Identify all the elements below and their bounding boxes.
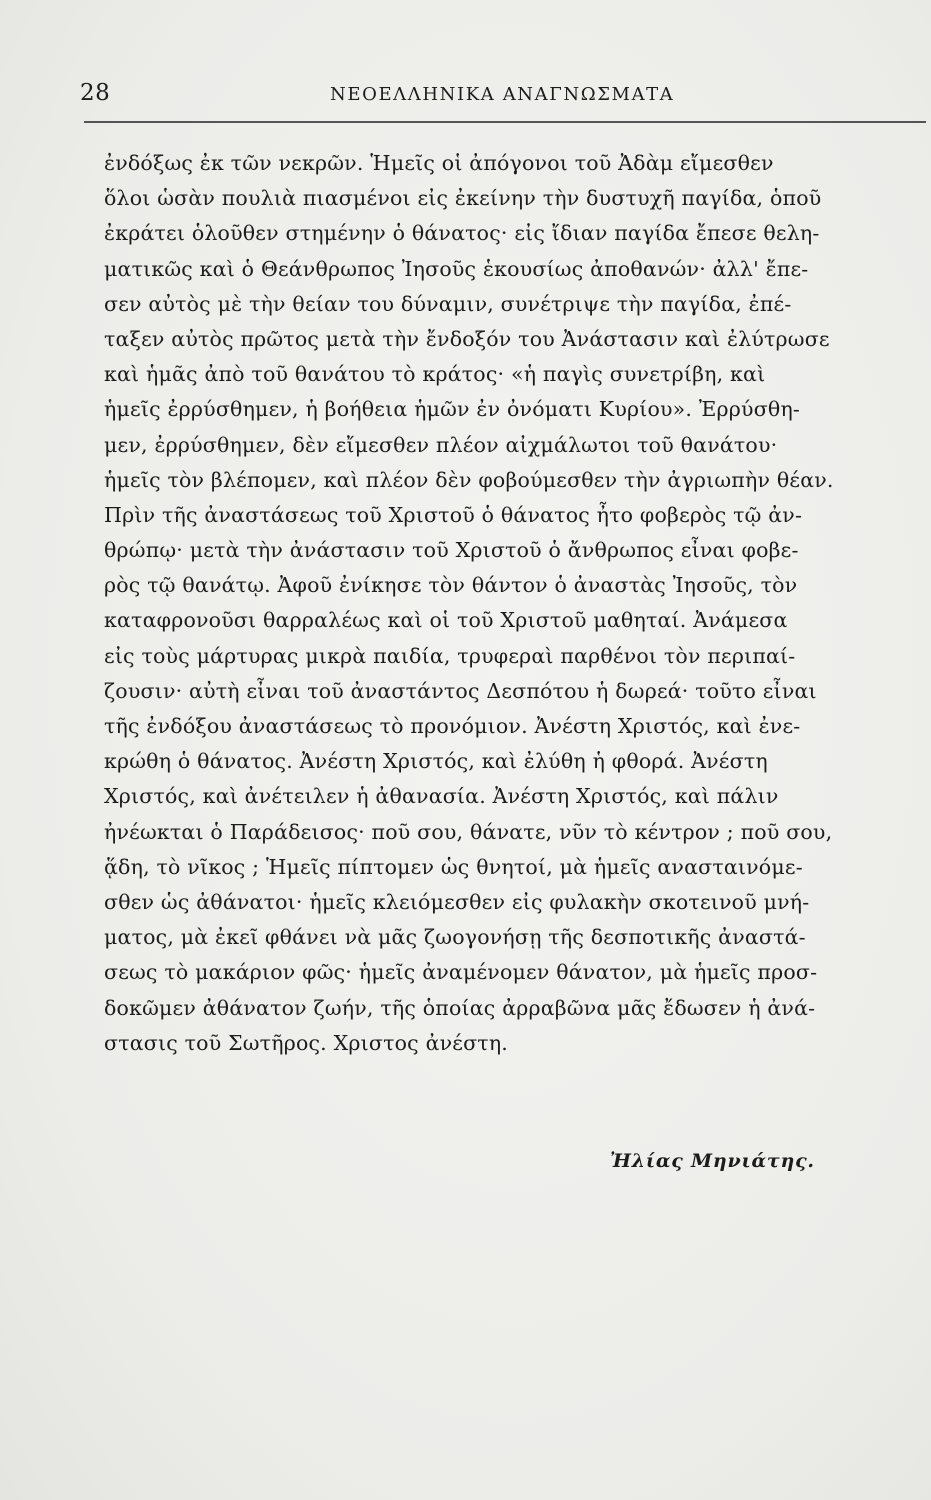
text-line: ματος, μὰ ἐκεῖ φθάνει νὰ μᾶς ζωογονήσῃ τῆς δεσποτικῆς ἀναστά- [104,925,806,950]
text-line: ἐνδόξως ἐκ τῶν νεκρῶν. Ἡμεῖς οἱ ἀπόγονοι τοῦ Ἀδὰμ εἴμεσθεν [104,151,774,175]
text-line: κρώθη ὁ θάνατος. Ἀνέστη Χριστός, καὶ ἐλύθη ἡ φθορά. Ἀνέστη [104,749,768,774]
text-line: σεως τὸ μακάριον φῶς· ἡμεῖς ἀναμένομεν θάνατον, μὰ ἡμεῖς προσ- [104,960,818,985]
body-text [104,146,912,1061]
text-line: ἡμεῖς τὸν βλέπομεν, καὶ πλέον δὲν φοβούμεσθεν τὴν ἀγριωπὴν θέαν. [104,467,834,492]
page-number: 28 [80,80,111,106]
header-rule [84,121,926,123]
text-line: Χριστός, καὶ ἀνέτειλεν ἡ ἀθανασία. Ἀνέστη Χριστός, καὶ πάλιν [104,784,779,809]
text-line: ταξεν αὐτὸς πρῶτος μετὰ τὴν ἔνδοξόν του Ἀνάστασιν καὶ ἐλύτρωσε [104,326,830,351]
text-line: ρὸς τῷ θανάτῳ. Ἀφοῦ ἐνίκησε τὸν θάντον ὁ ἀναστὰς Ἰησοῦς, τὸν [104,573,798,598]
text-line: ἠνέωκται ὁ Παράδεισος· ποῦ σου, θάνατε, νῦν τὸ κέντρον ; ποῦ σου, [104,819,833,844]
text-line: στασις τοῦ Σωτῆρος. Χριστος ἀνέστη. [104,1030,509,1055]
text-line: ὅλοι ὡσὰν πουλιὰ πιασμένοι εἰς ἐκείνην τὴν δυστυχῆ παγίδα, ὁποῦ [104,186,822,211]
text-line: μεν, ἐρρύσθημεν, δὲν εἴμεσθεν πλέον αἰχμάλωτοι τοῦ θανάτου· [104,432,778,457]
page-header [80,80,880,116]
text-line: ματικῶς καὶ ὁ Θεάνθρωπος Ἰησοῦς ἑκουσίως ἀποθανών· ἀλλ' ἔπε- [104,256,809,281]
text-line: σθεν ὡς ἀθάνατοι· ἡμεῖς κλειόμεσθεν εἰς φυλακὴν σκοτεινοῦ μνή- [104,889,810,914]
text-line: ἐκράτει ὁλοῦθεν στημένην ὁ θάνατος· εἰς ἴδιαν παγίδα ἔπεσε θελη- [104,221,820,246]
text-line: καὶ ἡμᾶς ἀπὸ τοῦ θανάτου τὸ κράτος· «ἡ παγὶς συνετρίβη, καὶ [104,362,766,387]
running-title: ΝΕΟΕΛΛΗΝΙΚΑ ΑΝΑΓΝΩΣΜΑΤΑ [330,84,675,105]
text-line: Πρὶν τῆς ἀναστάσεως τοῦ Χριστοῦ ὁ θάνατος ἦτο φοβερὸς τῷ ἀν- [104,502,803,527]
text-line: ζουσιν· αὐτὴ εἶναι τοῦ ἀναστάντος Δεσπότου ἡ δωρεά· τοῦτο εἶναι [104,678,817,703]
text-line: θρώπῳ· μετὰ τὴν ἀνάστασιν τοῦ Χριστοῦ ὁ ἄνθρωπος εἶναι φοβε- [104,538,799,563]
text-line: τῆς ἐνδόξου ἀναστάσεως τὸ προνόμιον. Ἀνέστη Χριστός, καὶ ἐνε- [104,714,801,738]
text-line: καταφρονοῦσι θαρραλέως καὶ οἱ τοῦ Χριστοῦ μαθηταί. Ἀνάμεσα [104,608,788,633]
text-line: ἡμεῖς ἐρρύσθημεν, ἡ βοήθεια ἡμῶν ἐν ὀνόματι Κυρίου». Ἐρρύσθη- [104,397,801,422]
text-line: δοκῶμεν ἀθάνατον ζωήν, τῆς ὁποίας ἀρραβῶνα μᾶς ἔδωσεν ἡ ἀνά- [104,995,816,1020]
author-signature: Ἠλίας Μηνιάτης. [610,1150,815,1172]
text-line: ᾅδη, τὸ νῖκος ; Ἡμεῖς πίπτομεν ὡς θνητοί, μὰ ἡμεῖς ανασταινόμε- [104,854,803,879]
text-line: σεν αὐτὸς μὲ τὴν θείαν του δύναμιν, συνέτριψε τὴν παγίδα, ἐπέ- [104,291,792,316]
text-line: εἰς τοὺς μάρτυρας μικρὰ παιδία, τρυφεραὶ παρθένοι τὸν περιπαί- [104,643,796,668]
